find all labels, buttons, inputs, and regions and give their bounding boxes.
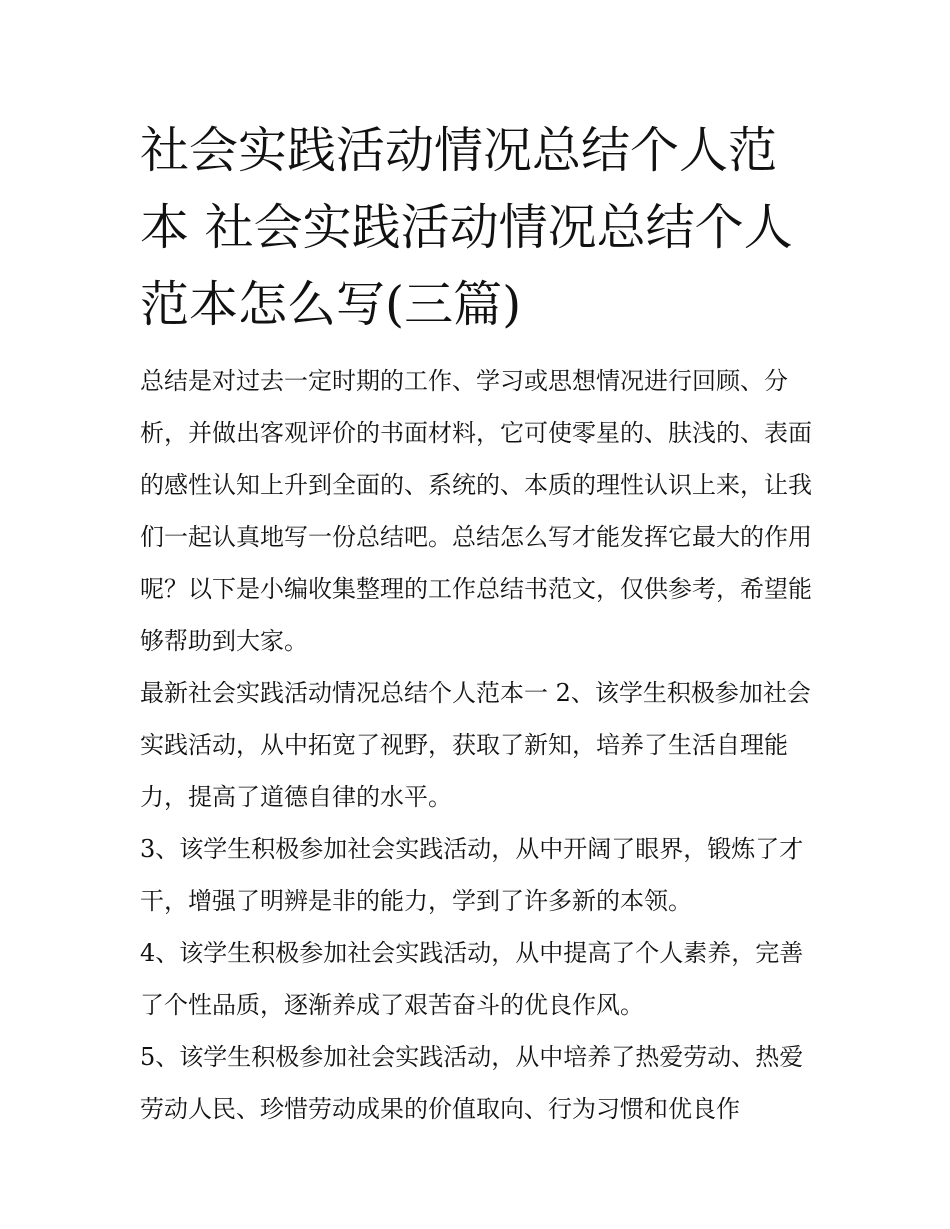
paragraph-item-5: 5、该学生积极参加社会实践活动，从中培养了热爱劳动、热爱劳动人民、珍惜劳动成果的价值取向、行为习惯和优良作 <box>140 1043 804 1123</box>
paragraph-item-4: 4、该学生积极参加社会实践活动，从中提高了个人素养，完善了个性品质，逐渐养成了艰苦奋斗的优良作风。 <box>140 939 804 1019</box>
document-title: 社会实践活动情况总结个人范本 社会实践活动情况总结个人范本怎么写(三篇) <box>140 122 793 333</box>
intro-paragraph: 总结是对过去一定时期的工作、学习或思想情况进行回顾、分析，并做出客观评价的书面材料，它可使零星的、肤浅的、表面的感性认知上升到全面的、系统的、本质的理性认识上来，让我们一起认真地写一份总结吧。总结怎么写才能发挥它最大的作用呢？以下是小编收集整理的工作总结书范文，仅供参考，希望能够帮助到大家。 <box>140 367 812 655</box>
document-body <box>140 355 820 1135</box>
paragraph-item-2: 最新社会实践活动情况总结个人范本一 2、该学生积极参加社会实践活动，从中拓宽了视野，获取了新知，培养了生活自理能力，提高了道德自律的水平。 <box>140 679 811 811</box>
paragraph-item-3: 3、该学生积极参加社会实践活动，从中开阔了眼界，锻炼了才干，增强了明辨是非的能力，学到了许多新的本领。 <box>140 835 804 915</box>
